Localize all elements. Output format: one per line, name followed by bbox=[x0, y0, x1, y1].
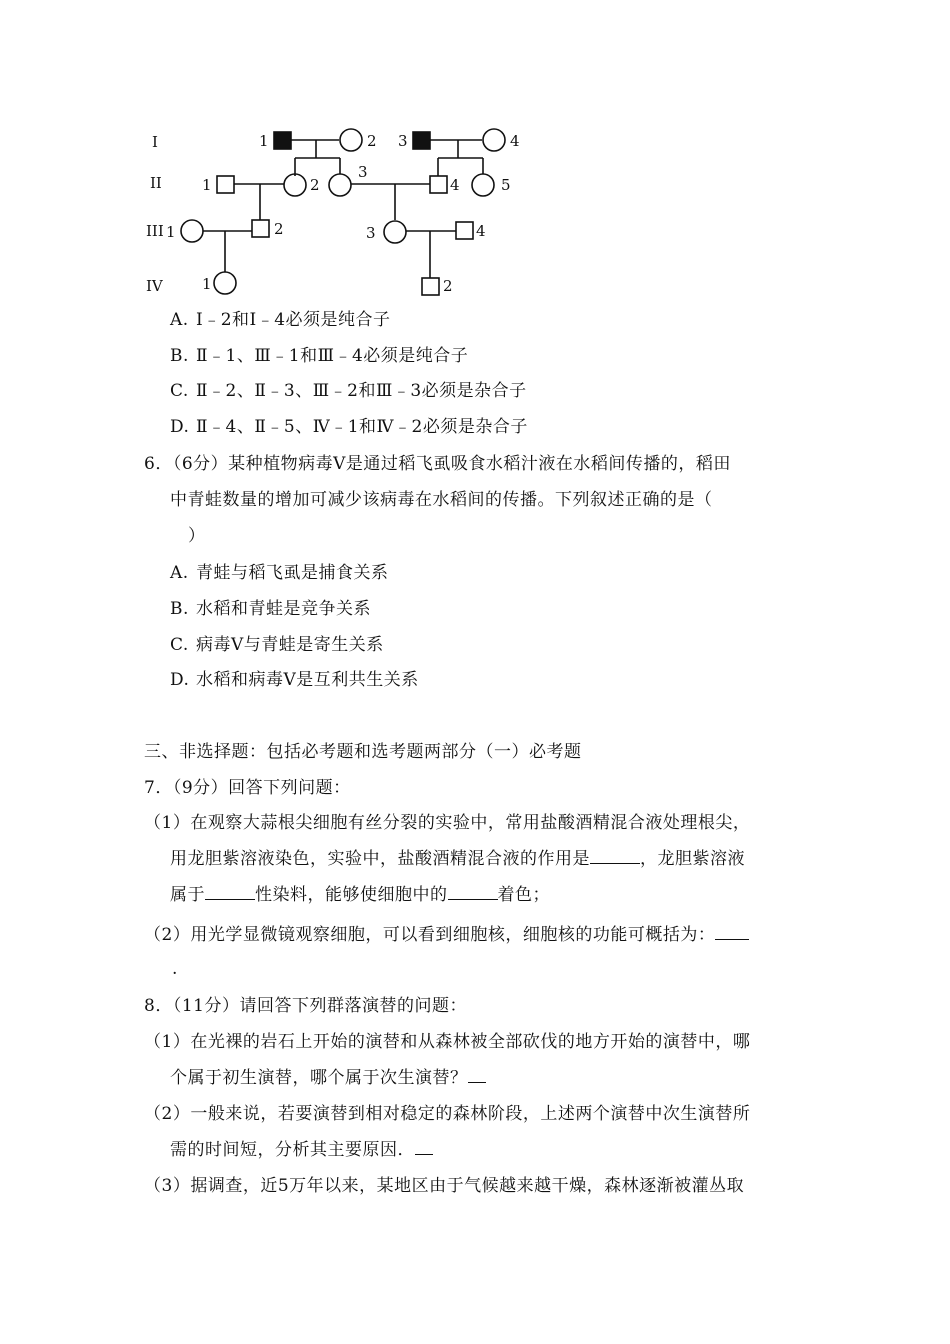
individual-III3-female bbox=[384, 221, 406, 243]
q5-option-a bbox=[170, 302, 391, 338]
q5-option-c bbox=[170, 373, 527, 409]
label-I1: 1 bbox=[259, 132, 269, 150]
option-letter: A. bbox=[170, 563, 189, 583]
individual-II1-male bbox=[217, 176, 234, 193]
answer-blank[interactable] bbox=[590, 845, 640, 864]
label-II2: 2 bbox=[310, 176, 320, 194]
option-letter: D. bbox=[170, 670, 190, 690]
q5-option-d bbox=[170, 409, 528, 445]
text-segment: 用龙胆紫溶液染色，实验中，盐酸酒精混合液的作用是 bbox=[170, 849, 590, 869]
answer-blank[interactable] bbox=[715, 921, 749, 940]
q8-part1-line1: （1）在光裸的岩石上开始的演替和从森林被全部砍伐的地方开始的演替中，哪 bbox=[144, 1032, 751, 1052]
label-I3: 3 bbox=[398, 132, 408, 150]
q8-part2-line1: （2）一般来说，若要演替到相对稳定的森林阶段，上述两个演替中次生演替所 bbox=[144, 1104, 751, 1124]
q6-stem-line2: 中青蛙数量的增加可减少该病毒在水稻间的传播。下列叙述正确的是（ bbox=[170, 490, 713, 510]
option-text: 水稻和病毒V是互利共生关系 bbox=[196, 670, 419, 690]
individual-II5-female bbox=[472, 174, 494, 196]
q7-part1-line2 bbox=[170, 841, 745, 877]
answer-blank[interactable] bbox=[468, 1064, 486, 1083]
individual-III4-male bbox=[456, 222, 473, 239]
label-III3: 3 bbox=[366, 224, 376, 242]
section-heading: 三、非选择题：包括必考题和选考题两部分（一）必考题 bbox=[144, 742, 582, 762]
option-text: Ⅰ﹣2和Ⅰ﹣4必须是纯合子 bbox=[196, 310, 391, 330]
q6-option-b bbox=[170, 591, 371, 627]
individual-IV2-male bbox=[422, 278, 439, 295]
text-segment: 属于 bbox=[170, 885, 205, 905]
option-text: 病毒V与青蛙是寄生关系 bbox=[196, 635, 384, 655]
label-II1: 1 bbox=[202, 176, 212, 194]
q8-part3-line1: （3）据调查，近5万年以来，某地区由于气候越来越干燥，森林逐渐被灌丛取 bbox=[144, 1176, 745, 1196]
q6-stem-line3: ） bbox=[188, 526, 206, 546]
option-letter: A. bbox=[170, 310, 189, 330]
q7-part1-line3 bbox=[170, 877, 550, 913]
q6-stem-line1: 6．（6分）某种植物病毒V是通过稻飞虱吸食水稻汁液在水稻间传播的，稻田 bbox=[144, 454, 731, 474]
individual-II4-male bbox=[430, 176, 447, 193]
option-letter: C. bbox=[170, 381, 189, 401]
individual-II3-female bbox=[329, 174, 351, 196]
individual-III1-female bbox=[181, 220, 203, 242]
individual-III2-male bbox=[252, 220, 269, 237]
option-letter: C. bbox=[170, 635, 189, 655]
text-segment: 着色； bbox=[497, 885, 550, 905]
text-segment: 性染料，能够使细胞中的 bbox=[255, 885, 448, 905]
pedigree-diagram bbox=[140, 120, 540, 305]
individual-I3-affected-male bbox=[413, 132, 430, 149]
option-text: 青蛙与稻飞虱是捕食关系 bbox=[196, 563, 389, 583]
individual-II2-female bbox=[284, 174, 306, 196]
q8-title: 8．（11分）请回答下列群落演替的问题： bbox=[144, 996, 467, 1016]
q7-part2-line1 bbox=[144, 917, 749, 953]
option-text: Ⅱ﹣2、Ⅱ﹣3、Ⅲ﹣2和Ⅲ﹣3必须是杂合子 bbox=[196, 381, 527, 401]
label-I4: 4 bbox=[510, 132, 520, 150]
individual-I2-female bbox=[340, 129, 362, 151]
option-letter: B. bbox=[170, 599, 189, 619]
q5-option-b bbox=[170, 338, 468, 374]
label-III2: 2 bbox=[274, 220, 284, 238]
individual-I4-female bbox=[483, 129, 505, 151]
q8-part2-line2 bbox=[170, 1132, 433, 1168]
q7-part2-line2: . bbox=[172, 959, 178, 979]
label-III4: 4 bbox=[476, 222, 486, 240]
label-IV2: 2 bbox=[443, 277, 453, 295]
generation-label-II: II bbox=[150, 174, 162, 192]
generation-label-IV: IV bbox=[146, 277, 163, 295]
option-text: Ⅱ﹣1、Ⅲ﹣1和Ⅲ﹣4必须是纯合子 bbox=[196, 346, 469, 366]
label-III1: 1 bbox=[166, 223, 176, 241]
answer-blank[interactable] bbox=[448, 881, 498, 900]
q8-part1-line2 bbox=[170, 1060, 486, 1096]
label-IV1: 1 bbox=[202, 275, 212, 293]
label-II5: 5 bbox=[501, 176, 511, 194]
q6-option-c bbox=[170, 627, 384, 663]
option-text: 水稻和青蛙是竞争关系 bbox=[196, 599, 371, 619]
q6-option-d bbox=[170, 662, 419, 698]
individual-IV1-female bbox=[214, 272, 236, 294]
text-segment: （2）用光学显微镜观察细胞，可以看到细胞核，细胞核的功能可概括为： bbox=[144, 925, 716, 945]
label-I2: 2 bbox=[367, 132, 377, 150]
answer-blank[interactable] bbox=[205, 881, 255, 900]
generation-label-I: I bbox=[152, 133, 158, 151]
answer-blank[interactable] bbox=[415, 1136, 433, 1155]
label-II4: 4 bbox=[450, 176, 460, 194]
text-segment: ，龙胆紫溶液 bbox=[640, 849, 745, 869]
generation-label-III: III bbox=[146, 222, 164, 240]
text-segment: 个属于初生演替，哪个属于次生演替？ bbox=[170, 1068, 468, 1088]
q7-title: 7．（9分）回答下列问题： bbox=[144, 778, 351, 798]
q7-part1-line1: （1）在观察大蒜根尖细胞有丝分裂的实验中，常用盐酸酒精混合液处理根尖， bbox=[144, 813, 751, 833]
q6-option-a bbox=[170, 555, 389, 591]
option-text: Ⅱ﹣4、Ⅱ﹣5、Ⅳ﹣1和Ⅳ﹣2必须是杂合子 bbox=[196, 417, 528, 437]
label-II3: 3 bbox=[358, 163, 368, 181]
option-letter: B. bbox=[170, 346, 189, 366]
individual-I1-affected-male bbox=[274, 132, 291, 149]
option-letter: D. bbox=[170, 417, 190, 437]
text-segment: 需的时间短，分析其主要原因． bbox=[170, 1140, 415, 1160]
